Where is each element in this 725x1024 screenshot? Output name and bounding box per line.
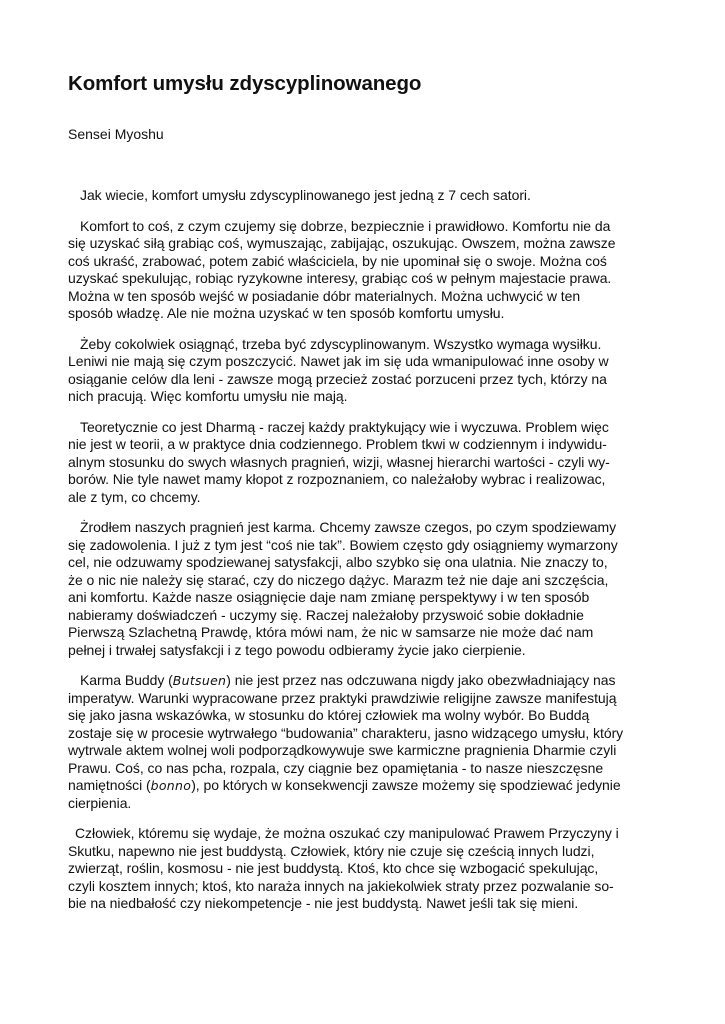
text-line: alnym stosunku do swych własnych pragnień, wizji, własnej hierarchi wartości - czyli wy- <box>68 453 610 470</box>
text-line: Teoretycznie co jest Dharmą - raczej każdy praktykujący wie i wyczuwa. Problem więc <box>80 418 609 435</box>
paragraph-6 <box>68 672 648 812</box>
paragraph-5 <box>68 519 648 659</box>
text-line: nabieramy doświadczeń - uczymy się. Raczej należałoby przyswoić sobie dokładnie <box>68 606 584 623</box>
text-line: Prawu. Coś, co nas pcha, rozpala, czy ciągnie bez opamiętania - to nasze nieszczęsne <box>68 759 604 776</box>
text-line: Komfort to coś, z czym czujemy się dobrze, bezpiecznie i prawidłowo. Komfortu nie da <box>80 217 611 234</box>
text-line: uzyskać spekulując, robiąc ryzykowne interesy, grabiąc coś w pełnym majestacie prawa. <box>68 270 612 286</box>
text-line: Pierwszą Szlachetną Prawdę, która mówi nam, że nic w samsarze nie może dać nam <box>68 624 594 640</box>
text-line: czyli kosztem innych; ktoś, kto naraża innych na jakiekolwiek straty przez pozwalanie so- <box>68 877 614 894</box>
text-line: Żrodłem naszych pragnień jest karma. Chcemy zawsze czegos, po czym spodziewamy <box>80 519 617 535</box>
paragraph-2 <box>68 218 648 323</box>
text-segment: namiętności ( <box>68 777 151 793</box>
text-line: Leniwi nie mają się czym poszczycić. Nawet jak im się uda wmanipulować inne osoby w <box>68 353 609 369</box>
text-segment: ), po których w konsekwencji zawsze możemy się spodziewać jedynie <box>191 777 621 793</box>
paragraph-1 <box>68 187 648 205</box>
text-line: Można w ten sposób wejść w posiadanie dóbr materialnych. Można uchwycić w ten <box>68 287 581 304</box>
text-line: się zadowolenia. I już z tym jest “coś nie tak”. Bowiem często gdy osiągniemy wymarzony <box>68 536 618 553</box>
text-line: zwierząt, roślin, kosmosu - nie jest buddystą. Ktoś, kto chce się wzbogacić spekulując, <box>68 860 599 876</box>
text-line: Żeby cokolwiek osiągnąć, trzeba być zdyscyplinowanym. Wszystko wymaga wysiłku. <box>80 335 602 352</box>
text-line: imperatyw. Warunki wypracowane przez praktyki prawdziwie religijne zawsze manifestują <box>68 689 617 706</box>
text-line: borów. Nie tyle nawet mamy kłopot z rozpoznaniem, co należałoby wybrac i realizowac, <box>68 471 606 487</box>
text-line: Jak wiecie, komfort umysłu zdyscyplinowanego jest jedną z 7 cech satori. <box>80 187 531 203</box>
text-line: osiąganie celów dla leni - zawsze mogą przecież zostać porzuceni przez tych, którzy na <box>68 370 607 387</box>
paragraph-7 <box>68 825 648 913</box>
text-line <box>68 777 648 795</box>
term-butsuen: Butsuen <box>172 673 227 688</box>
text-line: że o nic nie należy się starać, czy do niczego dążyc. Marazm też nie daje ani szczęścia, <box>68 571 609 588</box>
text-line: się uzyskać siłą grabiąc coś, wymuszając, zabijając, oszukując. Owszem, można zawsze <box>68 235 616 251</box>
text-line: się jako jasna wskazówka, w stosunku do której człowiek ma wolny wybór. Bo Buddą <box>68 707 590 723</box>
text-line: Człowiek, któremu się wydaje, że można oszukać czy manipulować Prawem Przyczyny i <box>75 825 619 841</box>
term-bonno: bonno <box>150 778 192 793</box>
text-line: zostaje się w procesie wytrwałego “budowania” charakteru, jasno widzącego umysłu, który <box>68 724 624 741</box>
text-line: sposób władzę. Ale nie można uzyskać w ten sposób komfortu umysłu. <box>68 305 505 321</box>
text-line: cel, nie odzuwamy spodziewanej satysfakcji, albo szybko się ona ulatnia. Nie znaczy to, <box>68 554 608 570</box>
text-line: Skutku, napewno nie jest buddystą. Człowiek, który nie czuje się cześcią innych ludzi, <box>68 842 595 859</box>
text-line: nie jest w teorii, a w praktyce dnia codziennego. Problem tkwi w codziennym i indywidu- <box>68 436 607 452</box>
text-line: wytrwale aktem wolnej woli podporządkowywuje swe karmiczne pragnienia Dharmie czyli <box>68 742 617 758</box>
text-segment: Karma Buddy ( <box>80 672 173 688</box>
text-line: cierpienia. <box>68 794 132 811</box>
paragraph-4 <box>68 419 648 507</box>
text-line: bie na niedbałość czy niekompetencje - nie jest buddystą. Nawet jeśli tak się mieni. <box>68 895 579 911</box>
text-line: pełnej i trwałej satysfakcji i z tego powodu odbieramy życie jako cierpienie. <box>68 641 526 658</box>
paragraph-3 <box>68 336 648 406</box>
text-line: ale z tym, co chcemy. <box>68 488 201 505</box>
article-body <box>68 187 648 926</box>
page-title: Komfort umysłu zdyscyplinowanego <box>68 72 422 95</box>
text-line <box>68 672 648 690</box>
text-line: ani komfortu. Każde nasze osiągnięcie daje nam zmianę perspektywy i w ten sposób <box>68 589 590 605</box>
text-line: coś ukraść, zrabować, potem zabić właściciela, by nie upominał się o swoje. Można coś <box>68 252 607 269</box>
text-segment: ) nie jest przez nas odczuwana nigdy jako obezwładniający nas <box>226 672 616 688</box>
author-name: Sensei Myoshu <box>68 126 164 142</box>
text-line: nich pracują. Więc komfortu umysłu nie mają. <box>68 388 348 404</box>
